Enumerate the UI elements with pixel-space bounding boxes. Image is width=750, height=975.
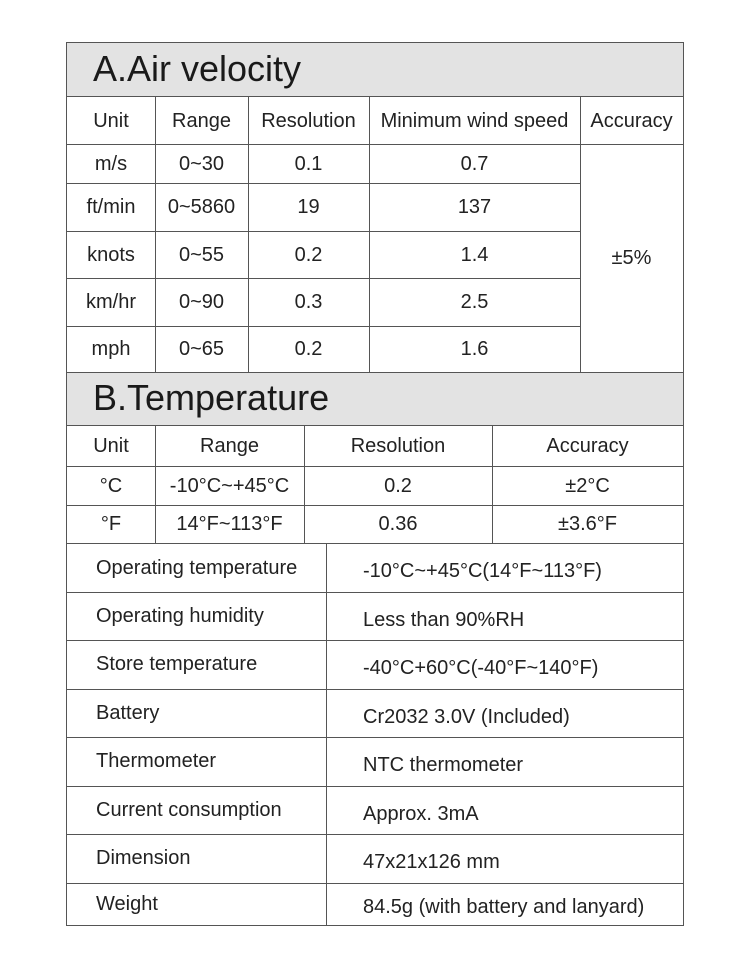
temp-resolution: 0.2 bbox=[384, 474, 412, 497]
spec-label: Battery bbox=[96, 701, 160, 724]
divider bbox=[67, 786, 683, 787]
av-min-wind: 1.4 bbox=[460, 243, 489, 266]
temp-col-accuracy: Accuracy bbox=[546, 434, 629, 457]
divider bbox=[67, 834, 683, 835]
spec-value: -10°C~+45°C(14°F~113°F) bbox=[363, 559, 602, 582]
av-col-range: Range bbox=[172, 109, 231, 132]
spec-label: Dimension bbox=[96, 846, 191, 869]
divider bbox=[304, 426, 305, 543]
spec-label: Current consumption bbox=[96, 798, 282, 821]
temperature-header bbox=[67, 372, 683, 426]
divider bbox=[248, 97, 249, 372]
av-min-wind: 2.5 bbox=[460, 291, 489, 313]
spec-label: Weight bbox=[96, 892, 158, 915]
temperature-title: B.Temperature bbox=[93, 377, 330, 418]
av-min-wind: 0.7 bbox=[460, 152, 489, 175]
av-resolution: 0.1 bbox=[294, 152, 323, 175]
temp-range: 14°F~113°F bbox=[176, 513, 283, 535]
divider bbox=[67, 466, 683, 467]
divider bbox=[492, 426, 493, 543]
divider bbox=[67, 183, 580, 184]
spec-value: 47x21x126 mm bbox=[363, 850, 500, 873]
av-col-unit: Unit bbox=[93, 109, 129, 132]
spec-label: Store temperature bbox=[96, 652, 258, 675]
av-unit: m/s bbox=[94, 152, 128, 175]
spec-label: Thermometer bbox=[96, 749, 217, 772]
air-velocity-header bbox=[67, 43, 683, 97]
av-resolution: 0.3 bbox=[294, 291, 323, 313]
av-range: 0~90 bbox=[178, 291, 225, 313]
divider bbox=[326, 543, 327, 925]
divider bbox=[67, 144, 683, 145]
av-range: 0~65 bbox=[178, 338, 225, 360]
spec-value: Approx. 3mA bbox=[363, 802, 479, 825]
av-min-wind: 137 bbox=[457, 196, 492, 218]
spec-value: Cr2032 3.0V (Included) bbox=[363, 705, 570, 728]
av-col-min-wind: Minimum wind speed bbox=[380, 109, 569, 132]
av-unit: ft/min bbox=[86, 196, 136, 218]
divider bbox=[67, 640, 683, 641]
divider bbox=[67, 326, 580, 327]
av-resolution: 0.2 bbox=[294, 338, 323, 360]
divider bbox=[580, 97, 581, 372]
temp-col-unit: Unit bbox=[93, 434, 129, 457]
temp-col-range: Range bbox=[200, 434, 259, 457]
av-accuracy-value: ±5% bbox=[611, 247, 652, 269]
av-resolution: 19 bbox=[297, 196, 320, 218]
air-velocity-title: A.Air velocity bbox=[93, 48, 302, 89]
divider bbox=[155, 426, 156, 543]
divider bbox=[67, 592, 683, 593]
divider bbox=[67, 231, 580, 232]
spec-label: Operating humidity bbox=[96, 604, 264, 627]
divider bbox=[67, 689, 683, 690]
spec-value: Less than 90%RH bbox=[363, 608, 525, 631]
temp-unit: °F bbox=[100, 513, 122, 535]
av-range: 0~55 bbox=[178, 243, 225, 266]
divider bbox=[155, 97, 156, 372]
temp-accuracy: ±3.6°F bbox=[558, 513, 617, 535]
av-resolution: 0.2 bbox=[294, 243, 323, 266]
spec-value: 84.5g (with battery and lanyard) bbox=[363, 895, 645, 918]
av-unit: km/hr bbox=[86, 291, 136, 313]
av-range: 0~5860 bbox=[167, 196, 236, 218]
spec-label: Operating temperature bbox=[96, 556, 298, 579]
divider bbox=[67, 737, 683, 738]
av-col-resolution: Resolution bbox=[261, 109, 356, 132]
divider bbox=[67, 505, 683, 506]
divider bbox=[67, 278, 580, 279]
temp-col-resolution: Resolution bbox=[350, 434, 446, 457]
spec-sheet bbox=[66, 42, 684, 926]
av-unit: mph bbox=[91, 338, 131, 360]
divider bbox=[369, 97, 370, 372]
spec-value: NTC thermometer bbox=[363, 753, 524, 776]
temp-unit: °C bbox=[99, 474, 123, 497]
temp-accuracy: ±2°C bbox=[565, 474, 610, 497]
spec-value: -40°C+60°C(-40°F~140°F) bbox=[363, 656, 599, 679]
av-range: 0~30 bbox=[178, 152, 225, 175]
av-min-wind: 1.6 bbox=[460, 338, 489, 360]
temp-range: -10°C~+45°C bbox=[169, 474, 290, 497]
av-unit: knots bbox=[87, 243, 135, 266]
divider bbox=[67, 883, 683, 884]
av-col-accuracy: Accuracy bbox=[590, 109, 673, 132]
temp-resolution: 0.36 bbox=[378, 513, 418, 535]
